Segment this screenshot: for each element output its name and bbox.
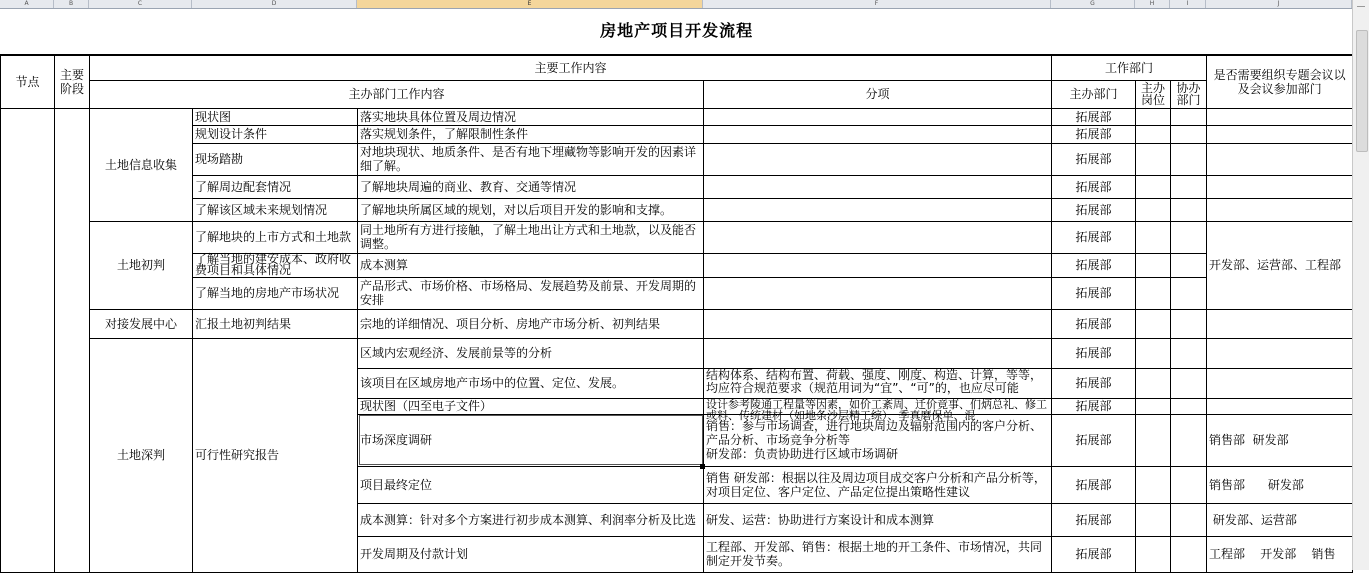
column-header-a[interactable]: A: [0, 0, 54, 8]
assist-dept-cell[interactable]: [1171, 253, 1207, 277]
column-header-f[interactable]: F: [703, 0, 1051, 8]
sub-cell[interactable]: [704, 338, 1052, 368]
stage-cell[interactable]: [55, 108, 90, 572]
content-cell[interactable]: 区域内宏观经济、发展前景等的分析: [358, 338, 704, 368]
content-cell[interactable]: 产品形式、市场价格、市场格局、发展趋势及前景、开发周期的安排: [358, 277, 704, 309]
item-cell[interactable]: 现状图: [193, 108, 358, 125]
header-assist-dept[interactable]: 协办 部门: [1171, 80, 1207, 108]
item-cell[interactable]: 了解地块的上市方式和土地款: [193, 221, 358, 253]
fill-handle[interactable]: [700, 464, 705, 469]
assist-dept-cell[interactable]: [1171, 466, 1207, 503]
host-dept-cell[interactable]: 拓展部: [1052, 503, 1136, 536]
sub-cell[interactable]: [704, 253, 1052, 277]
column-header-j[interactable]: J: [1206, 0, 1352, 8]
sub-cell[interactable]: [704, 309, 1052, 338]
host-post-cell[interactable]: [1136, 309, 1171, 338]
host-post-cell[interactable]: [1136, 125, 1171, 143]
item-cell[interactable]: 了解周边配套情况: [193, 175, 358, 198]
sub-cell[interactable]: [704, 143, 1052, 175]
sub-cell[interactable]: [704, 125, 1052, 143]
meeting-cell[interactable]: 工程部 开发部 销售: [1207, 536, 1353, 572]
header-main-work[interactable]: 主要工作内容: [90, 55, 1052, 80]
content-cell[interactable]: 成本测算: [358, 253, 704, 277]
assist-dept-cell[interactable]: [1171, 536, 1207, 572]
host-post-cell[interactable]: [1136, 108, 1171, 125]
host-dept-cell[interactable]: 拓展部: [1052, 368, 1136, 398]
assist-dept-cell[interactable]: [1171, 198, 1207, 221]
sub-text: 设计参考陵通工程量等因素，如价工紊周、迁价竟事、们炳总礼、修工或料、传统建材（如地条沙层精工综）、季真磨保单、混: [706, 397, 1047, 422]
meeting-cell[interactable]: [1207, 398, 1353, 414]
meeting-cell[interactable]: [1207, 108, 1353, 125]
header-subitems[interactable]: 分项: [704, 80, 1052, 108]
host-dept-cell[interactable]: 拓展部: [1052, 221, 1136, 253]
header-work-dept[interactable]: 工作部门: [1052, 55, 1207, 80]
host-post-cell[interactable]: [1136, 143, 1171, 175]
sub-cell[interactable]: [704, 277, 1052, 309]
host-dept-cell[interactable]: 拓展部: [1052, 175, 1136, 198]
host-dept-cell[interactable]: 拓展部: [1052, 108, 1136, 125]
content-cell[interactable]: 落实规划条件，了解限制性条件: [358, 125, 704, 143]
content-cell[interactable]: 了解地块所属区域的规划，对以后项目开发的影响和支撑。: [358, 198, 704, 221]
host-post-cell[interactable]: [1136, 253, 1171, 277]
host-post-cell[interactable]: [1136, 221, 1171, 253]
host-dept-cell[interactable]: 拓展部: [1052, 536, 1136, 572]
spreadsheet-grid: [0, 8, 1352, 570]
assist-dept-cell[interactable]: [1171, 108, 1207, 125]
host-dept-cell[interactable]: 拓展部: [1052, 125, 1136, 143]
meeting-cell[interactable]: [1207, 368, 1353, 398]
host-dept-cell[interactable]: 拓展部: [1052, 338, 1136, 368]
meeting-cell[interactable]: 开发部、运营部、工程部: [1207, 221, 1353, 309]
content-cell[interactable]: 项目最终定位: [358, 466, 704, 503]
header-host-dept[interactable]: 主办部门: [1052, 80, 1136, 108]
header-host-dept-work[interactable]: 主办部门工作内容: [90, 80, 704, 108]
meeting-cell[interactable]: [1207, 338, 1353, 368]
host-post-cell[interactable]: [1136, 368, 1171, 398]
host-post-cell[interactable]: [1136, 198, 1171, 221]
item-cell[interactable]: 了解当地的房地产市场状况: [193, 277, 358, 309]
host-dept-cell[interactable]: 拓展部: [1052, 277, 1136, 309]
sub-cell[interactable]: 工程部、开发部、销售：根据土地的开工条件、市场情况，共同制定开发节奏。: [704, 536, 1052, 572]
item-cell[interactable]: 了解该区域未来规划情况: [193, 198, 358, 221]
meeting-cell[interactable]: [1207, 143, 1353, 175]
header-meeting[interactable]: 是否需要组织专题会议以及会议参加部门: [1207, 55, 1353, 108]
host-post-cell[interactable]: [1136, 466, 1171, 503]
content-cell[interactable]: 对地块现状、地质条件、是否有地下埋藏物等影响开发的因素详细了解。: [358, 143, 704, 175]
sub-cell[interactable]: [704, 368, 1052, 398]
assist-dept-cell[interactable]: [1171, 309, 1207, 338]
host-post-cell[interactable]: [1136, 414, 1171, 466]
header-host-post[interactable]: 主办 岗位: [1136, 80, 1171, 108]
sub-cell[interactable]: 研发、运营：协助进行方案设计和成本测算: [704, 503, 1052, 536]
vertical-scrollbar[interactable]: [1352, 0, 1369, 570]
meeting-cell[interactable]: 研发部、运营部: [1207, 503, 1353, 536]
sub-cell[interactable]: [704, 108, 1052, 125]
content-cell[interactable]: 同土地所有方进行接触，了解土地出让方式和土地款，以及能否调整。: [358, 221, 704, 253]
host-dept-cell[interactable]: 拓展部: [1052, 414, 1136, 466]
host-post-cell[interactable]: [1136, 503, 1171, 536]
column-header-d[interactable]: D: [192, 0, 357, 8]
assist-dept-cell[interactable]: [1171, 125, 1207, 143]
node-cell[interactable]: [1, 108, 55, 572]
sub-text: 结构体系、结构布置、荷载、强度、刚度、构造、计算，等等，均应符合规范要求（规范用词为“宜”、“可”的，也应尽可能: [706, 367, 1043, 395]
sub-cell[interactable]: [704, 198, 1052, 221]
content-cell[interactable]: 现状图（四至电子文件）: [358, 398, 704, 414]
assist-dept-cell[interactable]: [1171, 414, 1207, 466]
host-post-cell[interactable]: [1136, 277, 1171, 309]
meeting-cell[interactable]: 销售部 研发部: [1207, 414, 1353, 466]
meeting-cell[interactable]: [1207, 125, 1353, 143]
host-dept-cell[interactable]: 拓展部: [1052, 253, 1136, 277]
meeting-cell[interactable]: 销售部 研发部: [1207, 466, 1353, 503]
assist-dept-cell[interactable]: [1171, 398, 1207, 414]
content-cell[interactable]: 了解地块周遍的商业、教育、交通等情况: [358, 175, 704, 198]
meeting-cell[interactable]: [1207, 198, 1353, 221]
column-header-c[interactable]: C: [89, 0, 192, 8]
split-handle[interactable]: [1357, 6, 1365, 7]
item-cell[interactable]: 汇报土地初判结果: [193, 309, 358, 338]
sub-cell[interactable]: 销售：参与市场调查，进行地块周边及辐射范围内的客户分析、产品分析、市场竞争分析等 研发部：负责协助进行区域市场调研: [704, 414, 1052, 466]
group-land-info[interactable]: 土地信息收集: [90, 108, 193, 221]
item-cell[interactable]: 规划设计条件: [193, 125, 358, 143]
assist-dept-cell[interactable]: [1171, 277, 1207, 309]
column-header-h[interactable]: H: [1135, 0, 1170, 8]
content-cell[interactable]: 成本测算：针对多个方案进行初步成本测算、利润率分析及比选: [358, 503, 704, 536]
content-cell[interactable]: 宗地的详细情况、项目分析、房地产市场分析、初判结果: [358, 309, 704, 338]
assist-dept-cell[interactable]: [1171, 221, 1207, 253]
content-cell[interactable]: 该项目在区域房地产市场中的位置、定位、发展。: [358, 368, 704, 398]
sub-cell[interactable]: [704, 175, 1052, 198]
content-cell[interactable]: 落实地块具体位置及周边情况: [358, 108, 704, 125]
column-header-g[interactable]: G: [1051, 0, 1135, 8]
host-dept-cell[interactable]: 拓展部: [1052, 466, 1136, 503]
header-stage[interactable]: 主要 阶段: [55, 55, 90, 108]
group-land-deep[interactable]: 土地深判: [90, 338, 193, 572]
item-cell[interactable]: 现场踏勘: [193, 143, 358, 175]
item-cell[interactable]: [193, 253, 358, 277]
host-post-cell[interactable]: [1136, 398, 1171, 414]
scrollbar-thumb[interactable]: [1356, 30, 1368, 152]
column-header-e[interactable]: E: [357, 0, 703, 8]
column-header-b[interactable]: B: [54, 0, 89, 8]
host-post-cell[interactable]: [1136, 338, 1171, 368]
header-node[interactable]: 节点: [1, 55, 55, 108]
assist-dept-cell[interactable]: [1171, 143, 1207, 175]
group-dev-center[interactable]: 对接发展中心: [90, 309, 193, 338]
host-dept-cell[interactable]: 拓展部: [1052, 198, 1136, 221]
column-header-i[interactable]: I: [1170, 0, 1206, 8]
host-post-cell[interactable]: [1136, 175, 1171, 198]
sub-cell[interactable]: [704, 397, 1052, 422]
sheet-title[interactable]: 房地产项目开发流程: [1, 8, 1353, 55]
content-cell-selected[interactable]: 市场深度调研: [358, 414, 704, 466]
host-dept-cell[interactable]: 拓展部: [1052, 143, 1136, 175]
group-land-initial[interactable]: 土地初判: [90, 221, 193, 309]
item-text: 了解当地的建安成本、政府收费项目和具体情况: [195, 251, 352, 277]
host-dept-cell[interactable]: 拓展部: [1052, 309, 1136, 338]
sub-cell[interactable]: 销售 研发部：根据以往及周边项目成交客户分析和产品分析等，对项目定位、客户定位、产品定位提出策略性建议: [704, 466, 1052, 503]
item-cell[interactable]: 可行性研究报告: [193, 338, 358, 572]
assist-dept-cell[interactable]: [1171, 368, 1207, 398]
meeting-cell[interactable]: [1207, 309, 1353, 338]
assist-dept-cell[interactable]: [1171, 175, 1207, 198]
host-post-cell[interactable]: [1136, 536, 1171, 572]
meeting-cell[interactable]: [1207, 175, 1353, 198]
content-cell[interactable]: 开发周期及付款计划: [358, 536, 704, 572]
host-dept-cell[interactable]: 拓展部: [1052, 398, 1136, 414]
sub-cell[interactable]: [704, 221, 1052, 253]
assist-dept-cell[interactable]: [1171, 503, 1207, 536]
assist-dept-cell[interactable]: [1171, 338, 1207, 368]
